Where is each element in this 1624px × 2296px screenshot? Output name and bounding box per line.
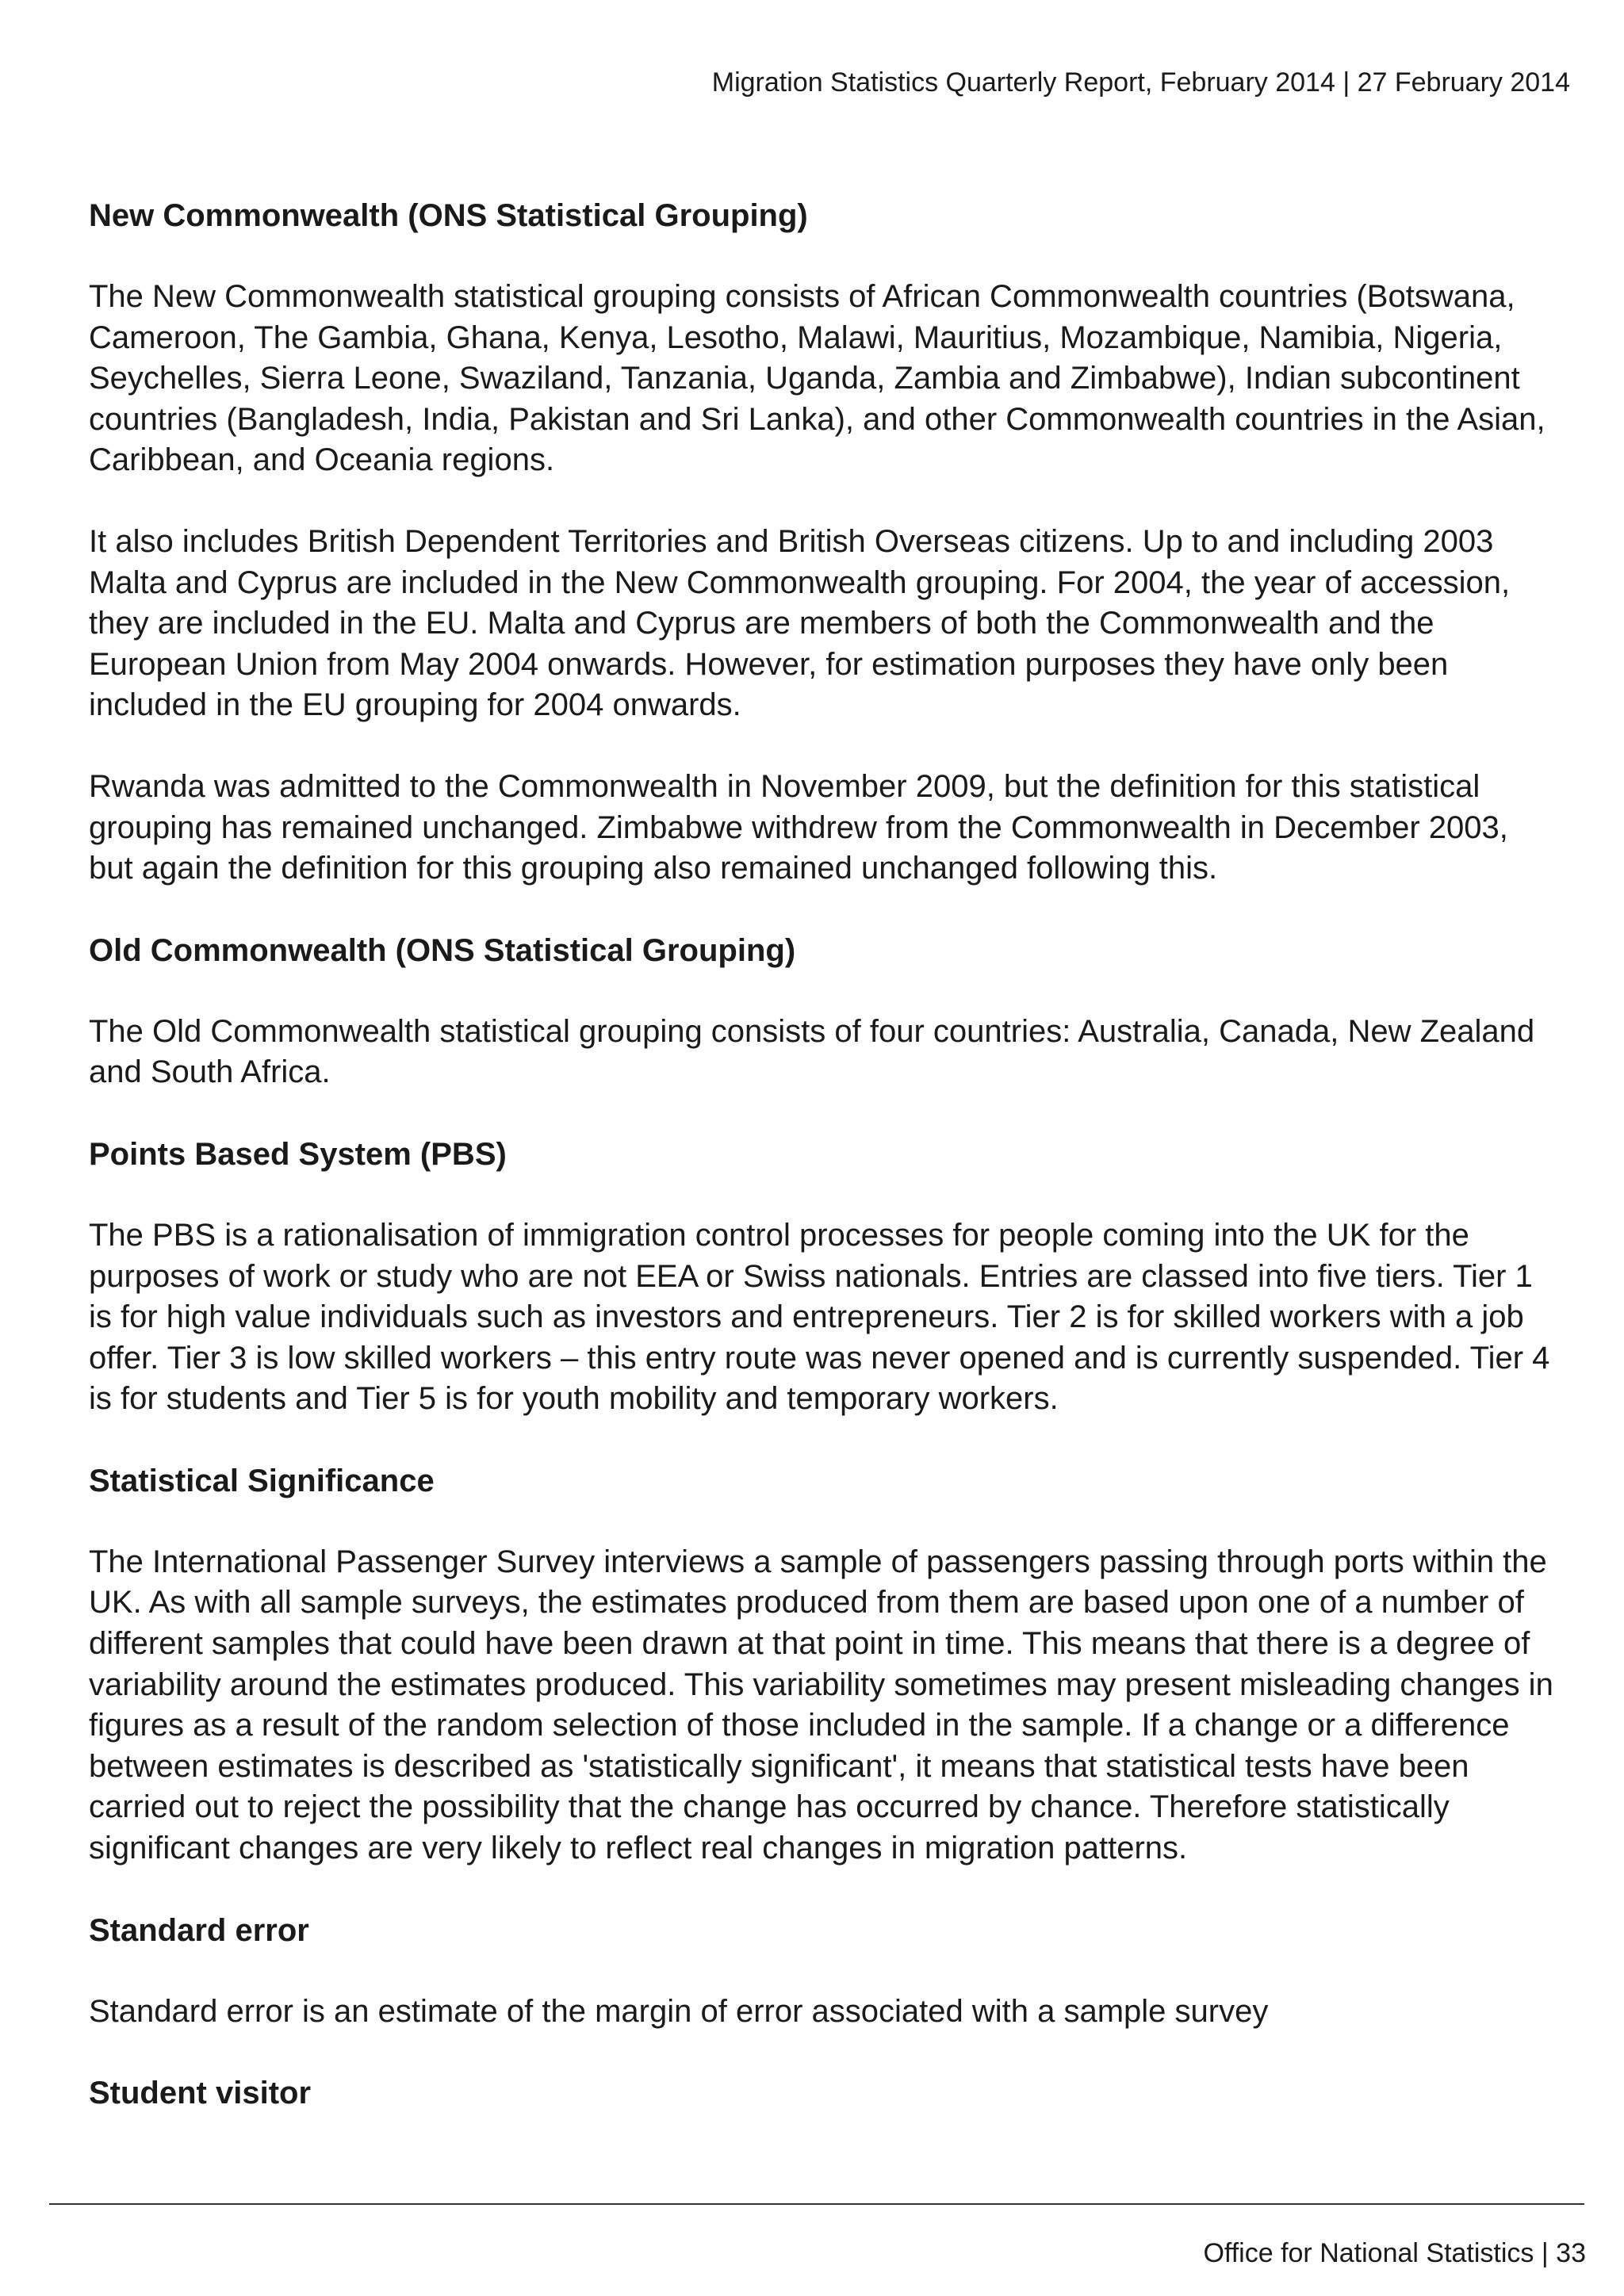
section-heading: Standard error [89,1912,309,1948]
section-heading: New Commonwealth (ONS Statistical Grouping) [89,198,808,233]
section-old-commonwealth [89,930,1556,1093]
section-heading: Student visitor [89,2076,312,2111]
paragraph: Rwanda was admitted to the Commonwealth in November 2009, but the definition for this statistical grouping has remained unchanged. Zimbabwe withdrew from the Commonwealth in December 2003, but again the definition for this grouping also remained unchanged following this. [89,768,1508,886]
section-heading: Old Commonwealth (ONS Statistical Grouping) [89,932,796,968]
paragraph: Standard error is an estimate of the margin of error associated with a sample survey [89,1993,1269,2029]
section-standard-error [89,1910,1556,2033]
publisher-name: Office for National Statistics [1203,2238,1534,2268]
running-header: Migration Statistics Quarterly Report, February 2014 | 27 February 2014 [711,67,1570,98]
paragraph: The Old Commonwealth statistical grouping consists of four countries: Australia, Canada, New Zealand and South Africa. [89,1013,1535,1090]
document-body [89,195,1556,2154]
footer-separator: | [1541,2238,1549,2268]
section-heading: Statistical Significance [89,1463,435,1498]
section-heading: Points Based System (PBS) [89,1136,507,1172]
page-footer [1203,2237,1586,2269]
page-number: 33 [1556,2238,1586,2268]
paragraph: The PBS is a rationalisation of immigration control processes for people coming into the UK for the purposes of work or study who are not EEA or Swiss nationals. Entries are classed into five tiers. Tier 1 is for high value individuals such as investors and entrepreneurs. Tier 2 is for skilled workers with a job offer. Tier 3 is low skilled workers – this entry route was never opened and is currently suspended. Tier 4 is for students and Tier 5 is for youth mobility and temporary workers. [89,1217,1550,1417]
section-student-visitor [89,2072,1556,2114]
paragraph: The New Commonwealth statistical grouping consists of African Commonwealth countries (Botswana, Cameroon, The Gambia, Ghana, Kenya, Lesotho, Malawi, Mauritius, Mozambique, Namibia, Nigeria, Seychelles, Sierra Leone, Swaziland, Tanzania, Uganda, Zambia and Zimbabwe), Indian subcontinent countries (Bangladesh, India, Pakistan and Sri Lanka), and other Commonwealth countries in the Asian, Caribbean, and Oceania regions. [89,279,1545,478]
section-statistical-significance [89,1460,1556,1869]
section-new-commonwealth [89,195,1556,890]
paragraph: It also includes British Dependent Territories and British Overseas citizens. Up to and including 2003 Malta and Cyprus are included in the New Commonwealth grouping. For 2004, the year of accession, they are included in the EU. Malta and Cyprus are members of both the Commonwealth and the European Union from May 2004 onwards. However, for estimation purposes they have only been included in the EU grouping for 2004 onwards. [89,523,1511,723]
footer-divider [49,2203,1584,2205]
section-points-based-system [89,1134,1556,1420]
paragraph: The International Passenger Survey interviews a sample of passengers passing through ports within the UK. As with all sample surveys, the estimates produced from them are based upon one of a number of different samples that could have been drawn at that point in time. This means that there is a degree of variability around the estimates produced. This variability sometimes may present misleading changes in figures as a result of the random selection of those included in the sample. If a change or a difference between estimates is described as 'statistically significant', it means that statistical tests have been carried out to reject the possibility that the change has occurred by chance. Therefore statistically significant changes are very likely to reflect real changes in migration patterns. [89,1544,1553,1866]
